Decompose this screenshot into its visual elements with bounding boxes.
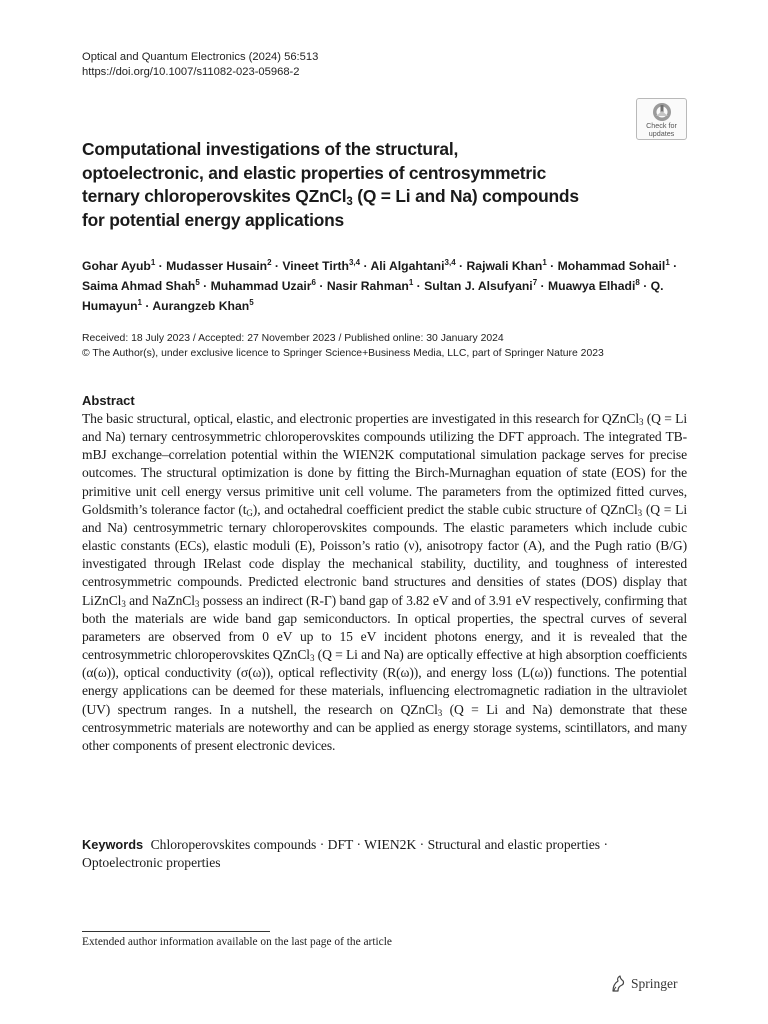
- author-separator: ·: [537, 279, 548, 293]
- doi-link[interactable]: https://doi.org/10.1007/s11082-023-05968-2: [82, 66, 300, 78]
- footnote: Extended author information available on the last page of the article: [82, 936, 392, 948]
- publication-dates: [82, 332, 702, 361]
- abstract-heading: Abstract: [82, 393, 135, 408]
- keywords-label: Keywords: [82, 837, 144, 852]
- author-separator: ·: [455, 259, 467, 273]
- title-line-4: for potential energy applications: [82, 209, 345, 230]
- history-dates: Received: 18 July 2023 / Accepted: 27 November 2023 / Published online: 30 January 2024: [82, 333, 504, 344]
- author[interactable]: Mohammad Sohail$^1$: [557, 258, 670, 273]
- author-separator: ·: [639, 279, 651, 293]
- author[interactable]: Vineet Tirth$^{3,4}$: [282, 258, 361, 273]
- author[interactable]: Saima Ahmad Shah$^5$: [82, 278, 200, 293]
- article-title: [82, 138, 662, 232]
- journal-citation: Optical and Quantum Electronics (2024) 56:513: [82, 51, 319, 63]
- author[interactable]: Muawya Elhadi$^8$: [548, 278, 640, 293]
- author[interactable]: Muhammad Uzair$^6$: [210, 278, 316, 293]
- copyright-notice: © The Author(s), under exclusive licence to Springer Science+Business Media, LLC, part of Springer Nature 2023: [82, 347, 604, 359]
- abstract-text: The basic structural, optical, elastic, and electronic properties are investigated in this research for QZnCl$_3$ (Q = Li and Na) ternary centrosymmetric chloroperovskites compounds utilizing the DFT approach. The integrated TB-mBJ exchange–correlation potential within the WIEN2K computational simulation package serves for precise outcomes. The structural optimization is done by fitting the Birch-Murnaghan equation of state (EOS) for the primitive unit cell energy versus primitive unit cell volume. The parameters from the optimized fitted curves, Goldsmith’s tolerance factor $(t_G)$, and octahedral coefficient predict the stable cubic structure of QZnCl$_3$ (Q = Li and Na) centrosymmetric ternary chloroperovskites compounds. The elastic parameters which include cubic elastic constants (ECs), elastic moduli (E), Poisson’s ratio (ν), anisotropy factor (A), and the Pugh ratio (B/G) investigated through IRelast code display the mechanical stability, ductility, and toughness of interested centrosymmetric compounds. Predicted electronic band structures and densities of states (DOS) display that LiZnCl$_3$ and NaZnCl$_3$ possess an indirect (R-Γ) band gap of 3.82 eV and of 3.91 eV respectively, confirming that both the materials are wide band gap semiconductors. In optical properties, the spectral curves of several parameters are observed from 0 eV up to 15 eV incident photons energy, and it is revealed that the centrosymmetric chloroperovskites QZnCl$_3$ (Q = Li and Na) are optically effective at high absorption coefficients (α(ω)), optical conductivity (σ(ω)), optical reflectivity (R(ω)), and energy loss (L(ω)) functions. The potential energy applications can be deemed for these materials, influencing electromagnetic radiation in the ultraviolet (UV) spectrum ranges. In a nutshell, the research on QZnCl$_3$ (Q = Li and Na) demonstrate that these centrosymmetric materials are noteworthy and can be applied as energy storage systems, scintillators, and many other components of present electronic devices.: [82, 411, 687, 753]
- author[interactable]: Nasir Rahman$^1$: [326, 278, 414, 293]
- author[interactable]: Mudasser Husain$^2$: [166, 258, 272, 273]
- author[interactable]: Rajwali Khan$^1$: [466, 258, 547, 273]
- publisher-logo: [610, 974, 678, 994]
- author[interactable]: Ali Algahtani$^{3,4}$: [370, 258, 456, 273]
- keywords: [82, 836, 642, 872]
- author-separator: ·: [669, 259, 678, 273]
- author-separator: ·: [413, 279, 425, 293]
- keywords-text: Chloroperovskites compounds · DFT · WIEN2K · Structural and elastic properties · Optoelectronic properties: [82, 837, 609, 870]
- author-separator: ·: [546, 259, 558, 273]
- author-separator: ·: [316, 279, 327, 293]
- check-for-updates-badge[interactable]: [636, 98, 687, 140]
- author-separator: ·: [141, 299, 153, 313]
- author[interactable]: Gohar Ayub$^1$: [82, 258, 156, 273]
- footnote-divider: [82, 931, 270, 932]
- author-separator: ·: [155, 259, 167, 273]
- author-separator: ·: [360, 259, 371, 273]
- title-line-2: optoelectronic, and elastic properties of centrosymmetric: [82, 162, 547, 183]
- author-separator: ·: [199, 279, 211, 293]
- author-list: [82, 256, 682, 316]
- title-line-3: ternary chloroperovskites QZnCl$_3$ (Q = Li and Na) compounds: [82, 186, 579, 208]
- title-line-1: Computational investigations of the structural,: [82, 139, 459, 159]
- crossmark-icon: [652, 102, 672, 122]
- author[interactable]: Sultan J. Alsufyani$^7$: [424, 278, 538, 293]
- author[interactable]: Aurangzeb Khan$^5$: [152, 298, 254, 313]
- journal-header: [82, 50, 602, 80]
- publisher-name: Springer: [631, 976, 678, 991]
- crossmark-line1: Check for: [646, 121, 677, 130]
- springer-horse-icon: [610, 975, 626, 993]
- crossmark-line2: updates: [648, 129, 675, 138]
- author[interactable]: Q. Humayun$^1$: [82, 279, 664, 313]
- author-separator: ·: [271, 259, 283, 273]
